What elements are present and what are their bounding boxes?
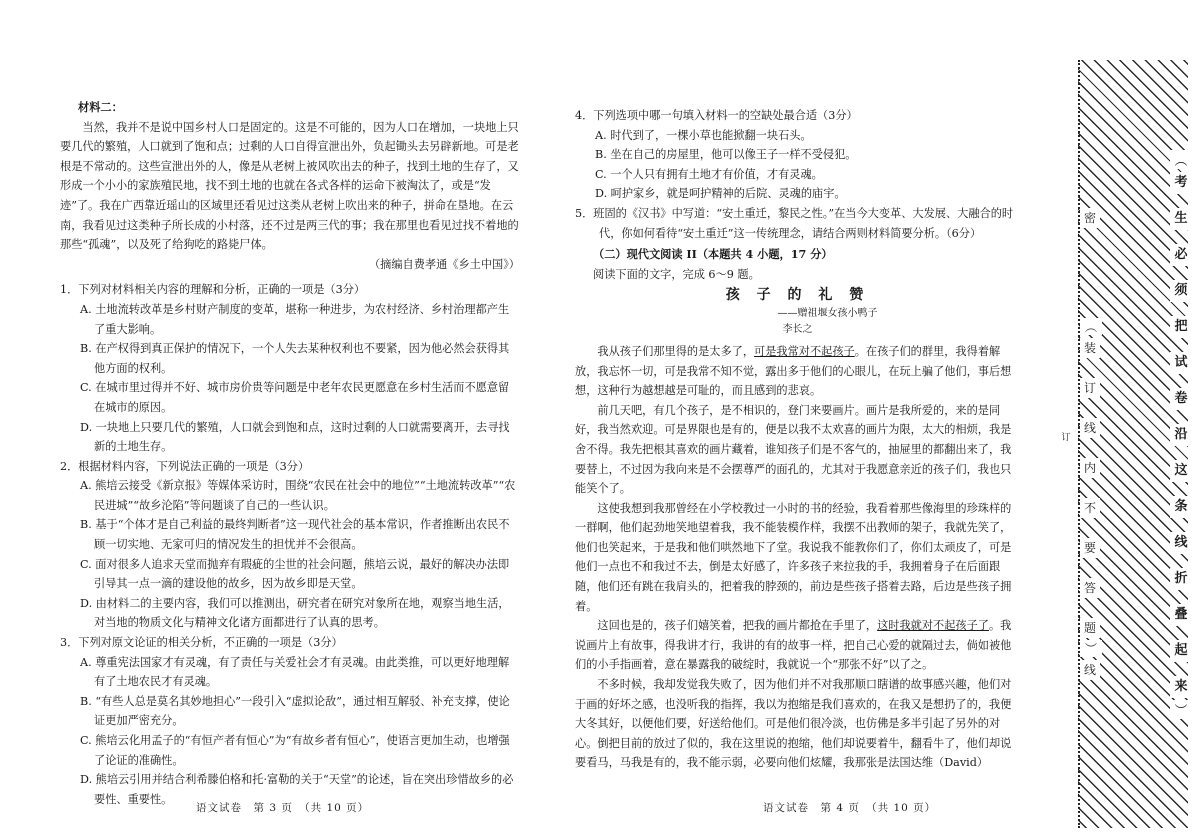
warning-char: 这 bbox=[1170, 460, 1192, 482]
binding-paren-open: ︵ bbox=[1080, 318, 1102, 335]
question-4: 4．下列选项中哪一句填入材料一的空缺处最合适（3分） bbox=[575, 109, 858, 122]
material-paragraph: 当然，我并不是说中国乡村人口是固定的。这是不可能的，因为人口在增加，一块地上只要几代的繁殖，人口就到了饱和点；过剩的人口自得宣泄出外，负起锄头去另辟新地。可是老根是不常动的。这些宣泄出外的人，像是从老树上被风吹出去的种子，找到土地的生存了，又形成一个小小的家族殖民地，找不到土地的也就在各式各样的运命下被淘汰了，或是“发迹”了。我在广西靠近瑶山的区域里还看见过这类从老树上吹出来的种子，拼命在垦地。在云南，我看见过这类种子所长成的小村落，还不过是两三代的事；我在那里也看见过找不着地的那些“孤魂”，以及死了给狗吃的路毙尸体。 bbox=[60, 120, 519, 252]
underlined-sentence-2: 这时我就对不起孩子了 bbox=[877, 619, 989, 633]
warning-char: 试 bbox=[1170, 352, 1192, 374]
question-5: 5．班固的《汉书》中写道：“安土重迁，黎民之性。”在当今大变革、大发展、大融合的时代，你如何看待“安土重迁”这一传统理念，请结合两则材料简要分析。（6分） bbox=[575, 206, 1014, 240]
binding-line-char: 不 bbox=[1080, 498, 1100, 518]
q1-option-c: C. 在城市里过得并不好、城市房价贵等问题是中老年农民更愿意在乡村生活而不愿意留在城市的原因。 bbox=[80, 381, 510, 414]
q4-option-a: A. 时代到了，一棵小草也能掀翻一块石头。 bbox=[595, 128, 812, 142]
story-subtitle: ——赠祖堰女孩小鸭子 bbox=[777, 307, 878, 319]
q3-option-a: A. 尊重宪法国家才有灵魂，有了责任与关爱社会才有灵魂。由此类推，可以更好地理解有了土地农民才有灵魂。 bbox=[80, 655, 510, 689]
story-paragraph-1: 我从孩子们那里得的是太多了，可是我常对不起孩子。在孩子们的群里，我得着解放，我忘怀一切，可是我常不知不觉，露出多于他们的心眼儿，在玩上骗了他们，事后想想，这种行为越想越是可耻的，而且感到的悲哀。 bbox=[575, 344, 1012, 398]
q4-option-c: C. 一个人只有拥有土地才有价值，才有灵魂。 bbox=[595, 167, 823, 181]
section-heading: （二）现代文阅读 II（本题共 4 小题，17 分） bbox=[593, 247, 833, 262]
binding-line-char: 要 bbox=[1080, 538, 1100, 558]
material-heading: 材料二： bbox=[78, 100, 123, 114]
warning-paren-close: ︶ bbox=[1170, 700, 1192, 719]
warning-char: 把 bbox=[1170, 316, 1192, 338]
story-paragraph-3: 这使我想到我那曾经在小学校教过一小时的书的经验，我看着那些像海里的珍珠样的一群啊，他们起劲地笑地望着我，我不能装模作样，我摆不出教师的架子，我就先笑了，他们也笑起来，于是我和他们哄然地下了堂。我说我不能教你们了，你们太顽皮了，可是他们一点也不和我过不去，倒是太好感了，许多孩子来拉我的手，我拥着身子在后面跟随，他们还有跳在我肩头的，把着我的脖颈的，前边是些孩子搭着去路，后边是些孩子拥着。 bbox=[575, 501, 1012, 613]
fold-dotted-line bbox=[1078, 60, 1080, 828]
warning-char: 考 bbox=[1170, 172, 1192, 194]
q2-option-c: C. 面对很多人追求天堂而抛弃有瑕疵的尘世的社会问题，熊培云说，最好的解决办法即引导其一点一滴的建设他的故乡，因为故乡即是天堂。 bbox=[80, 557, 510, 591]
question-3: 3．下列对原文论证的相关分析，不正确的一项是（3分） bbox=[60, 636, 343, 650]
binding-line-char: 线 bbox=[1080, 418, 1100, 438]
binding-line-char: 内 bbox=[1080, 458, 1100, 478]
binding-line-char: 装 bbox=[1080, 338, 1100, 358]
right-page-column bbox=[575, 106, 1020, 773]
warning-char: 条 bbox=[1170, 496, 1192, 518]
warning-char: 叠 bbox=[1170, 604, 1192, 626]
story-paragraph-4: 这回也是的，孩子们嬉笑着，把我的画片都抢在手里了，这时我就对不起孩子了。我说画片上有故事，得我讲才行，我讲的有的故事一样，把自己心爱的就隔过去，倘如被他们的小手指画着，意在暴露我的破绽时，我就说一个“那张不好”以了之。 bbox=[575, 619, 1012, 672]
story-author: 李长之 bbox=[782, 323, 813, 335]
material-source: （摘编自费孝通《乡土中国》） bbox=[368, 257, 520, 271]
q1-option-b: B. 在产权得到真正保护的情况下，一个人失去某种权利也不要紧，因为他必然会获得其他方面的权利。 bbox=[80, 342, 510, 375]
q4-option-b: B. 坐在自己的房屋里，他可以像王子一样不受侵犯。 bbox=[595, 148, 857, 162]
q4-option-d: D. 呵护家乡，就是呵护精神的后院、灵魂的庙宇。 bbox=[595, 187, 846, 201]
story-paragraph-5: 不多时候，我却发觉我失败了，因为他们并不对我那顺口瞎谱的故事感兴趣，他们对于画的好坏之感，也没听我的指挥，我以为抱缩是我们喜欢的，在我又是想扔了的，我便大冬其好，以便他们要，好送给他们。可是他们很冷淡，也仿佛是多半引起了另外的对心。倒把目前的放过了似的，我在这里说的抱缩，他们却说要着牛，翻看牛了，他们却说要看马，马我是有的，我不能示弱，必要向他们炫耀，我那张是法国达维（David） bbox=[575, 678, 1012, 770]
q1-option-a: A. 土地流转改革是乡村财产制度的变革，堪称一种进步，为农村经济、乡村治理都产生了重大影响。 bbox=[80, 302, 510, 336]
binding-paren-close: ︶ bbox=[1080, 640, 1102, 657]
reading-instruction: 阅读下面的文字，完成 6～9 题。 bbox=[593, 267, 760, 281]
story-title: 孩 子 的 礼 赞 bbox=[725, 287, 870, 304]
q3-option-d: D. 熊培云引用并结合利希滕伯格和托·富勒的关于“天堂”的论述，旨在突出珍惜故乡的必要性、重要性。 bbox=[80, 773, 514, 806]
warning-char: 线 bbox=[1170, 532, 1192, 554]
q2-option-a: A. 熊培云接受《新京报》等媒体采访时，围绕“农民在社会中的地位”“土地流转改革”“农民进城”“故乡沦陷”等问题谈了自己的一些认识。 bbox=[80, 479, 516, 512]
underlined-sentence-1: 可是我常对不起孩子 bbox=[754, 344, 855, 358]
warning-char: 起 bbox=[1170, 640, 1192, 662]
question-2: 2．根据材料内容，下列说法正确的一项是（3分） bbox=[60, 459, 310, 473]
binding-mark-seal: 密 bbox=[1080, 208, 1100, 228]
warning-char: 沿 bbox=[1170, 424, 1192, 446]
story-paragraph-2: 前几天吧，有几个孩子，是不相识的，登门来要画片。画片是我所爱的，来的是同好，我当然欢迎。可是界限也是有的，便是以我不太欢喜的画片为限，太大的相烦，我是舍不得。我先把根其喜欢的画片藏着，谁知孩子们是不客气的，抽屉里的都翻出来了，我要替上，不过因为我向来是不会摆尊严的面孔的，尤其对于我愿意亲近的孩子们，我也只能笑个了。 bbox=[575, 403, 1012, 496]
warning-paren-open: ︵ bbox=[1170, 150, 1192, 169]
warning-char: 卷 bbox=[1170, 388, 1192, 410]
warning-char: 必 bbox=[1170, 244, 1192, 266]
warning-char: 来 bbox=[1170, 676, 1192, 698]
left-page-column bbox=[60, 98, 520, 809]
warning-char: 生 bbox=[1170, 208, 1192, 230]
binding-line-char: 订 bbox=[1080, 378, 1100, 398]
binding-mark-line: 线 bbox=[1080, 660, 1100, 680]
q3-option-c: C. 熊培云化用孟子的“有恒产者有恒心”为“有故乡者有恒心”，使语言更加生动，也增强了论证的准确性。 bbox=[80, 734, 510, 767]
warning-char: 须 bbox=[1170, 280, 1192, 302]
binding-mark-order: 订 bbox=[1058, 428, 1074, 448]
question-1: 1．下列对材料相关内容的理解和分析，正确的一项是（3分） bbox=[60, 283, 366, 297]
q2-option-b: B. 基于“个体才是自己利益的最终判断者”这一现代社会的基本常识，作者推断出农民不顾一切实地、无家可归的情况发生的担忧并不会很高。 bbox=[80, 518, 510, 552]
page-footer-right: 语文试卷 第 4 页 （共 10 页） bbox=[763, 802, 937, 814]
q1-option-d: D. 一块地上只要几代的繁殖，人口就会到饱和点，这时过剩的人口就需要离开，去寻找新的土地生存。 bbox=[80, 420, 510, 454]
binding-line-char: 题 bbox=[1080, 618, 1100, 638]
page-footer-left: 语文试卷 第 3 页 （共 10 页） bbox=[196, 802, 370, 814]
q2-option-d: D. 由材料二的主要内容，我们可以推测出，研究者在研究对象所在地，观察当地生活，对当地的物质文化与精神文化诸方面都进行了认真的思考。 bbox=[80, 596, 510, 630]
binding-line-char: 答 bbox=[1080, 578, 1100, 598]
q3-option-b: B. “有些人总是莫名其妙地担心”一段引入“虚拟论敌”，通过相互解驳、补充支撑，使论证更加严密充分。 bbox=[80, 694, 510, 728]
warning-char: 折 bbox=[1170, 568, 1192, 590]
